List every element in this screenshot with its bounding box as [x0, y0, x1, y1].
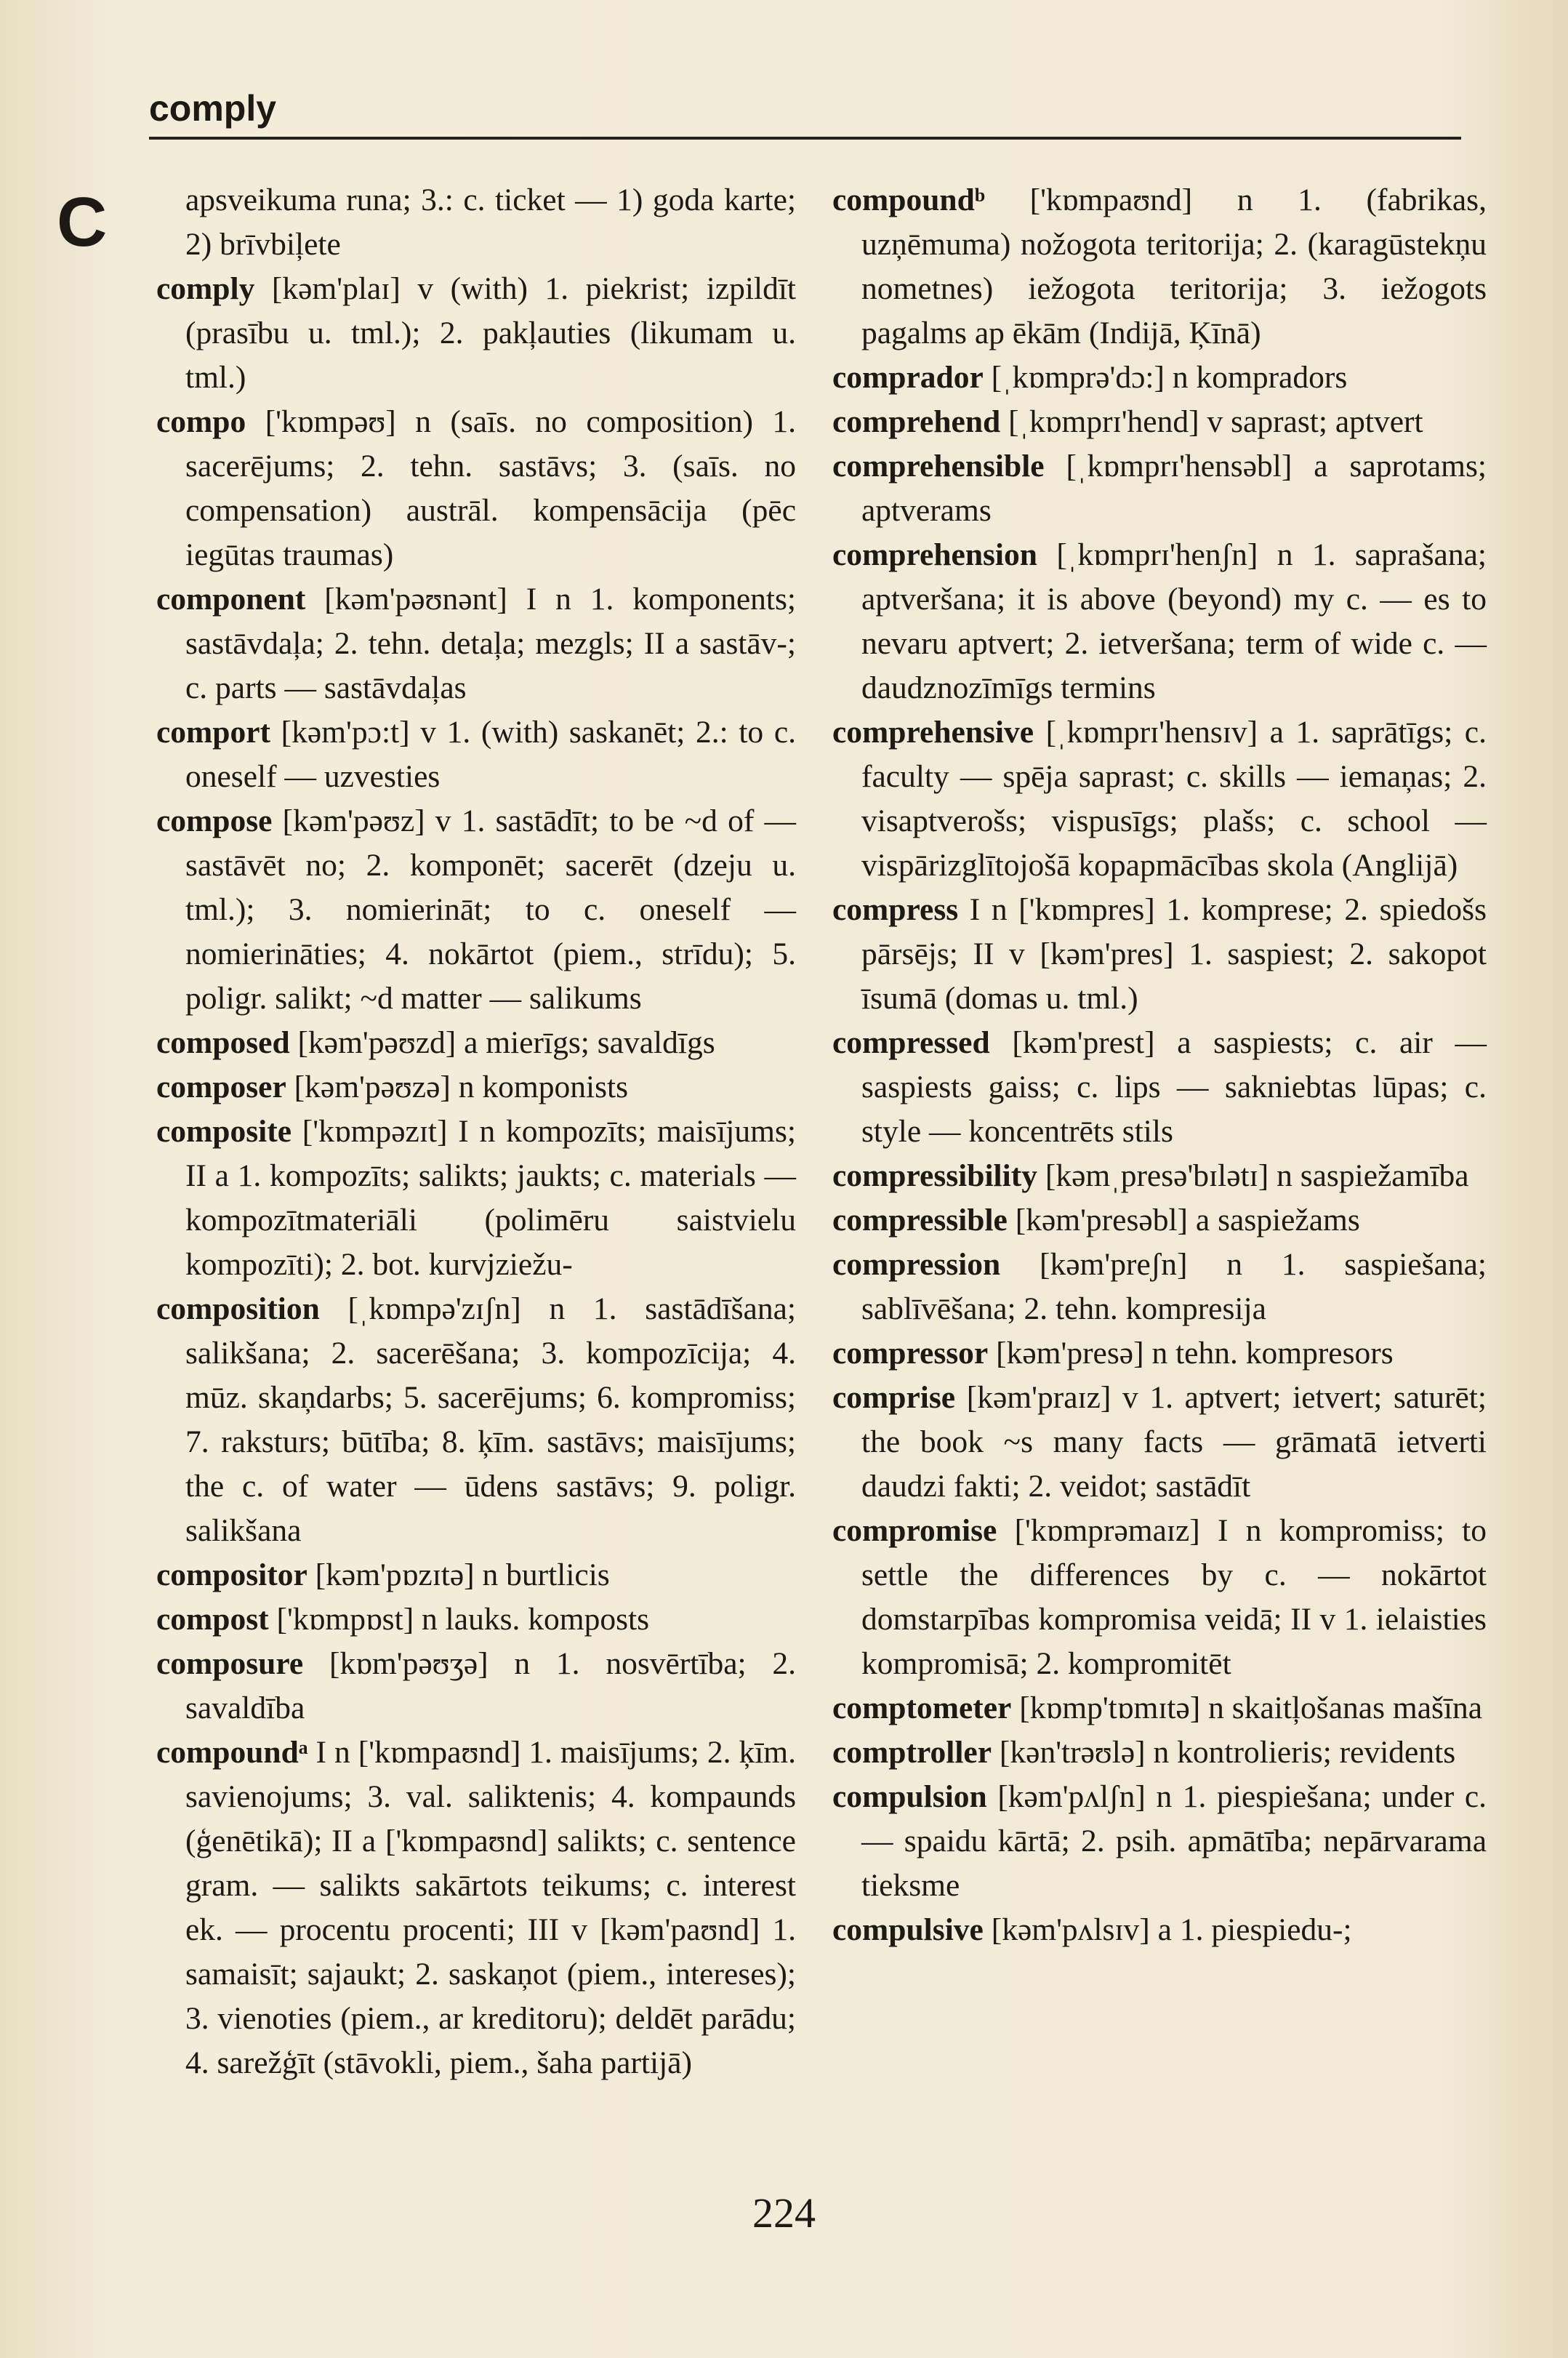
dictionary-entry: compose [kəm'pəʊz] v 1. sastādīt; to be ~d of — sastāvēt no; 2. komponēt; sacerēt (dzeju u. tml.); 3. nomierināt; to c. oneself — nomierināties; 4. nokārtot (piem., strīdu); 5. poligr. salikt; ~d matter — salikums [156, 803, 796, 1016]
headword: compress [832, 892, 959, 927]
headword: composition [156, 1291, 320, 1326]
headword: compoundᵃ [156, 1735, 308, 1770]
headword: comprehensible [832, 449, 1045, 484]
headword: compressor [832, 1336, 989, 1371]
dictionary-entry: apsveikuma runa; 3.: c. ticket — 1) goda karte; 2) brīvbiļete [185, 183, 796, 262]
header-rule [149, 137, 1461, 140]
headword: compost [156, 1602, 269, 1637]
headword: composer [156, 1070, 286, 1104]
headword: compulsion [832, 1779, 987, 1814]
dictionary-entry: comptroller [kən'trəʊlə] n kontrolieris; revidents [832, 1735, 1456, 1770]
dictionary-entry: composite ['kɒmpəzɪt] I n kompozīts; maisījums; II a 1. kompozīts; salikts; jaukts; c. materials — kompozītmateriāli (polimēru saistvielu kompozīti); 2. bot. kurvjziežu- [156, 1114, 796, 1282]
headword: compressed [832, 1025, 990, 1060]
dictionary-entry: comprehend [ˌkɒmprɪ'hend] v saprast; aptvert [832, 404, 1423, 439]
headword: comprise [832, 1380, 956, 1415]
headword: comptroller [832, 1735, 992, 1770]
dictionary-entry: composed [kəm'pəʊzd] a mierīgs; savaldīgs [156, 1025, 715, 1060]
headword: comport [156, 715, 271, 750]
dictionary-entry: composer [kəm'pəʊzə] n komponists [156, 1070, 629, 1104]
dictionary-entry: compress I n ['kɒmpres] 1. komprese; 2. spiedošs pārsējs; II v [kəm'pres] 1. saspiest; 2. sakopot īsumā (domas u. tml.) [832, 892, 1487, 1016]
headword: compressibility [832, 1158, 1037, 1193]
headword: comprador [832, 360, 984, 395]
dictionary-entry: compost ['kɒmpɒst] n lauks. komposts [156, 1602, 650, 1637]
dictionary-entry: compulsion [kəm'pʌlʃn] n 1. piespiešana; under c. — spaidu kārtā; 2. psih. apmātība; nepārvarama tieksme [832, 1779, 1487, 1903]
headword: composed [156, 1025, 290, 1060]
headword: compression [832, 1247, 1001, 1282]
dictionary-entry: compressor [kəm'presə] n tehn. kompresors [832, 1336, 1394, 1371]
dictionary-entry: compressible [kəm'presəbl] a saspiežams [832, 1203, 1360, 1238]
dictionary-entry: compressibility [kəmˌpresə'bɪlətɪ] n saspiežamība [832, 1158, 1469, 1193]
dictionary-entry: compressed [kəm'prest] a saspiests; c. air — saspiests gaiss; c. lips — sakniebtas lūpas; c. style — koncentrēts stils [832, 1025, 1487, 1149]
dictionary-entry: comptometer [kɒmp'tɒmɪtə] n skaitļošanas mašīna [832, 1691, 1483, 1725]
dictionary-entry: comprehensive [ˌkɒmprɪ'hensɪv] a 1. saprātīgs; c. faculty — spēja saprast; c. skills — iemaņas; 2. visaptverošs; vispusīgs; plašs; c. school — vispārizglītojošā kopapmācības skola (Anglijā) [832, 715, 1487, 883]
dictionary-entry: compoundᵇ ['kɒmpaʊnd] n 1. (fabrikas, uzņēmuma) nožogota teritorija; 2. (karagūstekņu nometnes) iežogota teritorija; 3. iežogots pagalms ap ēkām (Indijā, Ķīnā) [832, 183, 1487, 350]
dictionary-entry: compo ['kɒmpəʊ] n (saīs. no composition) 1. sacerējums; 2. tehn. sastāvs; 3. (saīs. no compensation) austrāl. kompensācija (pēc iegūtas traumas) [156, 404, 796, 572]
dictionary-entry: comprehensible [ˌkɒmprɪ'hensəbl] a saprotams; aptverams [832, 449, 1487, 528]
right-column [832, 178, 1487, 1952]
headword: comprehend [832, 404, 1001, 439]
headword: compulsive [832, 1912, 984, 1947]
dictionary-entry: compromise ['kɒmprəmaɪz] I n kompromiss; to settle the differences by c. — nokārtot domstarpības kompromisa veidā; II v 1. ielaisties kompromisā; 2. kompromitēt [832, 1513, 1487, 1681]
dictionary-entry: compulsive [kəm'pʌlsɪv] a 1. piespiedu-; [832, 1912, 1352, 1947]
page-number: 224 [752, 2189, 816, 2237]
dictionary-entry: component [kəm'pəʊnənt] I n 1. komponents; sastāvdaļa; 2. tehn. detaļa; mezgls; II a sastāv-; c. parts — sastāvdaļas [156, 582, 796, 705]
running-head: comply [149, 88, 277, 129]
headword: compositor [156, 1557, 307, 1592]
headword: compo [156, 404, 246, 439]
headword: composure [156, 1646, 304, 1681]
headword: comptometer [832, 1691, 1012, 1725]
dictionary-entry: composure [kɒm'pəʊʒə] n 1. nosvērtība; 2. savaldība [156, 1646, 796, 1725]
headword: compose [156, 803, 273, 838]
headword: comply [156, 271, 255, 306]
headword: composite [156, 1114, 292, 1149]
headword: compressible [832, 1203, 1008, 1238]
dictionary-entry: comply [kəm'plaɪ] v (with) 1. piekrist; izpildīt (prasību u. tml.); 2. pakļauties (likumam u. tml.) [156, 271, 796, 395]
dictionary-entry: compoundᵃ I n ['kɒmpaʊnd] 1. maisījums; 2. ķīm. savienojums; 3. val. saliktenis; 4. kompaunds (ģenētikā); II a ['kɒmpaʊnd] salikts; c. sentence gram. — salikts sakārtots teikums; c. interest ek. — procentu procenti; III v [kəm'paʊnd] 1. samaisīt; sajaukt; 2. saskaņot (piem., intereses); 3. vienoties (piem., ar kreditoru); deldēt parādu; 4. sarežģīt (stāvokli, piem., šaha partijā) [156, 1735, 796, 2080]
headword: comprehension [832, 537, 1037, 572]
section-letter: C [57, 183, 108, 261]
dictionary-entry: comprise [kəm'praɪz] v 1. aptvert; ietvert; saturēt; the book ~s many facts — grāmatā ietverti daudzi fakti; 2. veidot; sastādīt [832, 1380, 1487, 1504]
dictionary-entry: comprador [ˌkɒmprə'dɔ:] n kompradors [832, 360, 1348, 395]
dictionary-entry: comport [kəm'pɔ:t] v 1. (with) saskanēt; 2.: to c. oneself — uzvesties [156, 715, 796, 794]
headword: component [156, 582, 306, 617]
headword: comprehensive [832, 715, 1034, 750]
dictionary-entry: comprehension [ˌkɒmprɪ'henʃn] n 1. saprašana; aptveršana; it is above (beyond) my c. — es to nevaru aptvert; 2. ietveršana; term of wide c. — daudznozīmīgs termins [832, 537, 1487, 705]
dictionary-entry: composition [ˌkɒmpə'zɪʃn] n 1. sastādīšana; salikšana; 2. sacerēšana; 3. kompozīcija; 4. mūz. skaņdarbs; 5. sacerējums; 6. kompromiss; 7. raksturs; būtība; 8. ķīm. sastāvs; maisījums; the c. of water — ūdens sastāvs; 9. poligr. salikšana [156, 1291, 796, 1548]
headword: compromise [832, 1513, 997, 1548]
dictionary-entry: compression [kəm'preʃn] n 1. saspiešana; sablīvēšana; 2. tehn. kompresija [832, 1247, 1487, 1326]
left-column [156, 178, 796, 2085]
dictionary-entry: compositor [kəm'pɒzɪtə] n burtlicis [156, 1557, 610, 1592]
headword: compoundᵇ [832, 183, 985, 217]
